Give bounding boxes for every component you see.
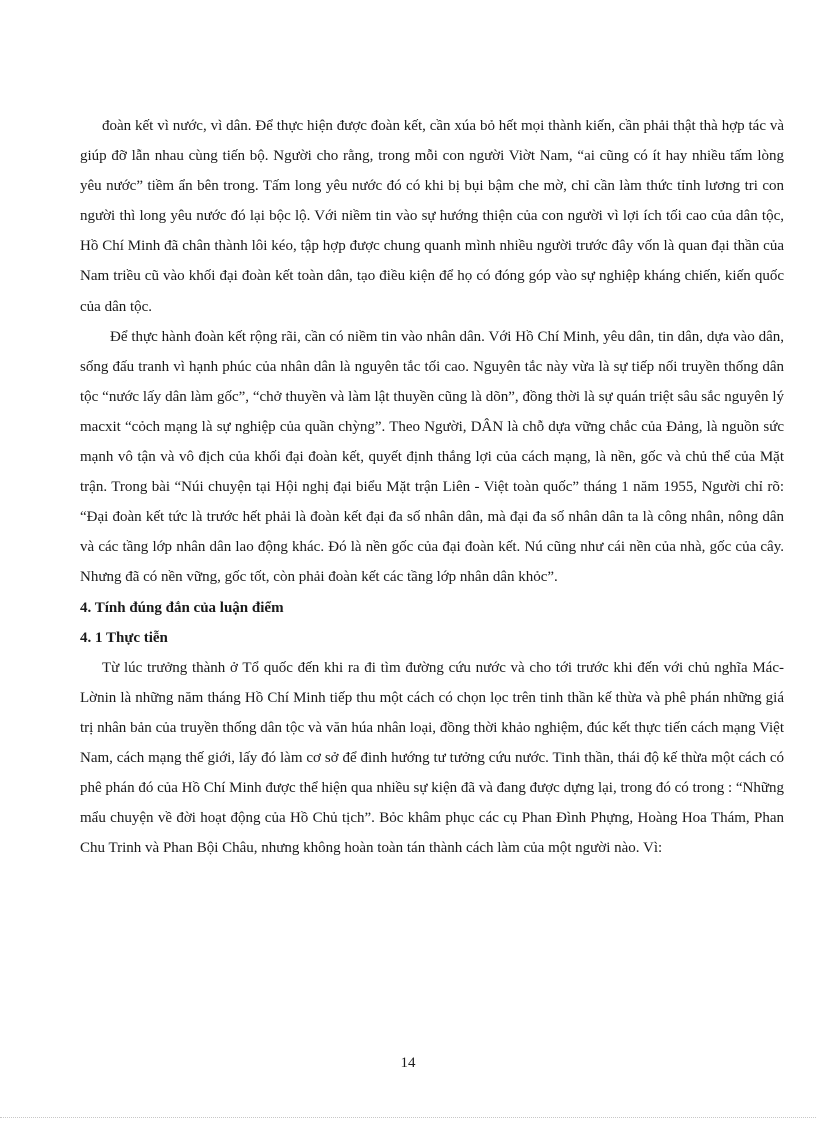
paragraph-trust-in-people: Để thực hành đoàn kết rộng rãi, cần có niềm tin vào nhân dân. Với Hồ Chí Minh, yêu dân, tin dân, dựa vào dân, sống đấu tranh vì hạnh phúc của nhân dân là nguyên tắc tối cao. Nguyên tắc này vừa là sự tiếp nối truyền thống dân tộc “nước lấy dân làm gốc”, “chở thuyền và làm lật thuyền cũng là dõn”, đồng thời là sự quán triệt sâu sắc nguyên lý macxit “cỏch mạng là sự nghiệp của quần chỳng”. Theo Người, DÂN là chỗ dựa vững chắc của Đảng, là nguồn sức mạnh vô tận và vô địch của khối đại đoàn kết, quyết định thắng lợi của cách mạng, là nền, gốc và chủ thể của Mặt trận. Trong bài “Núi chuyện tại Hội nghị đại biểu Mặt trận Liên - Việt toàn quốc” tháng 1 năm 1955, Người chỉ rõ: “Đại đoàn kết tức là trước hết phải là đoàn kết đại đa số nhân dân, mà đại đa số nhân dân ta là công nhân, nông dân và các tầng lớp nhân dân lao động khác. Đó là nền gốc của đại đoàn kết. Nú cũng như cái nền của nhà, gốc của cây. Nhưng đã có nền vững, gốc tốt, còn phải đoàn kết các tầng lớp nhân dân khỏc”.	[80, 328, 784, 586]
page-number: 14	[400, 1055, 416, 1071]
paragraph-unity-prejudice: đoàn kết vì nước, vì dân. Để thực hiện được đoàn kết, cần xúa bỏ hết mọi thành kiến, cần phải thật thà hợp tác và giúp đỡ lẫn nhau cùng tiến bộ. Người cho rằng, trong mỗi con người Viờt Nam, “ai cũng có ít hay nhiều tấm lòng yêu nước” tiềm ẩn bên trong. Tấm long yêu nước đó có khi bị bụi bậm che mờ, chỉ cần làm thức tỉnh lương tri con người thì long yêu nước đó lại bộc lộ. Với niềm tin vào sự hướng thiện của con người vì lợi ích tối cao của dân tộc, Hồ Chí Minh đã chân thành lôi kéo, tập hợp được chung quanh mình nhiều người trước đây vốn là quan đại thần của Nam triều cũ vào khối đại đoàn kết toàn dân, tạo điều kiện để họ có đóng góp vào sự nghiệp kháng chiến, kiến quốc của dân tộc.	[80, 118, 784, 315]
page-bottom-divider	[0, 1117, 816, 1118]
subsection-heading-4-1: 4. 1 Thực tiễn	[80, 629, 168, 646]
document-page	[80, 111, 784, 863]
section-heading-4: 4. Tính đúng đắn của luận điểm	[80, 599, 284, 616]
paragraph-practice: Từ lúc trưởng thành ở Tổ quốc đến khi ra đi tìm đường cứu nước và cho tới trước khi đến với chủ nghĩa Mác- Lờnin là những năm tháng Hồ Chí Minh tiếp thu một cách có chọn lọc trên tinh thần kế thừa và phê phán những giá trị nhân bản của truyền thống dân tộc và văn húa nhân loại, đồng thời khảo nghiệm, đúc kết thực tiến cách mạng Việt Nam, cách mạng thế giới, lấy đó làm cơ sở để đinh hướng tư tưởng cứu nước. Tinh thần, thái độ kế thừa một cách có phê phán đó của Hồ Chí Minh được thể hiện qua nhiều sự kiện đã và đang được dựng lại, trong đó có trong : “Những mẩu chuyện về đời hoạt động của Hồ Chủ tịch”. Bỏc khâm phục các cụ Phan Đình Phựng, Hoàng Hoa Thám, Phan Chu Trinh và Phan Bội Châu, nhưng không hoàn toàn tán thành cách làm của một người nào. Vì:	[80, 659, 784, 857]
